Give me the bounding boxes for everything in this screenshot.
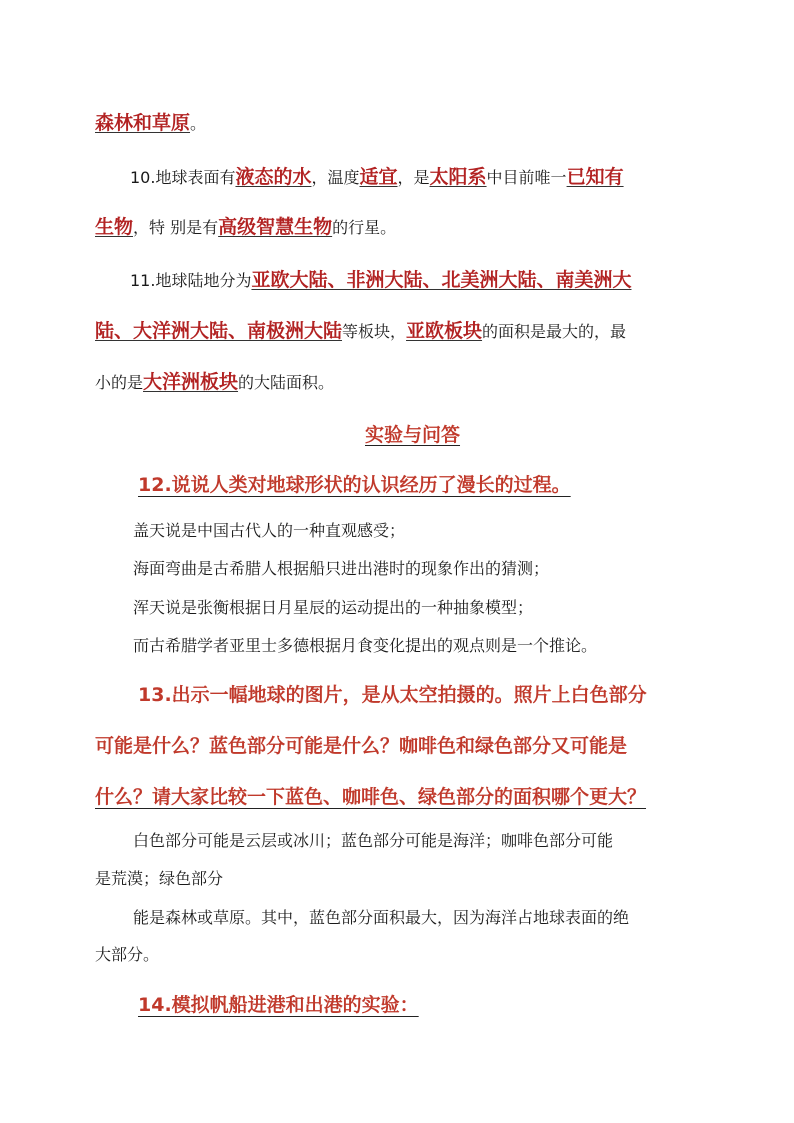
- text: ，温度: [311, 168, 360, 187]
- text: 。: [190, 114, 207, 133]
- answer-line: 而古希腊学者亚里士多德根据月食变化提出的观点则是一个推论。: [133, 636, 598, 655]
- keyword: 陆、大洋洲大陆、南极洲大陆: [95, 320, 343, 342]
- text: 的大陆面积。: [238, 373, 335, 392]
- item-11-line-3: [95, 367, 334, 394]
- keyword: 大洋洲板块: [143, 371, 239, 393]
- keyword: 亚欧板块: [406, 320, 483, 342]
- text: 小的是: [95, 373, 144, 392]
- keyword: 已知有: [566, 166, 624, 188]
- text: 等板块，: [342, 322, 407, 341]
- question-12-title: 12.说说人类对地球形状的认识经历了漫长的过程。: [138, 474, 571, 496]
- answer-line: 盖天说是中国古代人的一种直观感受；: [133, 521, 406, 540]
- text: 地球陆地分为: [155, 271, 252, 290]
- item-11-line-2: [95, 316, 626, 343]
- section-title: 实验与问答: [365, 424, 461, 446]
- answer-line: 大部分。: [95, 945, 160, 964]
- keyword: 生物: [95, 216, 134, 238]
- item-10-line-1: [130, 162, 624, 189]
- item-number: 11.: [130, 271, 156, 290]
- item-11-line-1: [130, 265, 631, 292]
- keyword: 太阳系: [429, 166, 487, 188]
- text: 地球表面有: [155, 168, 236, 187]
- answer-line: 白色部分可能是云层或冰川；蓝色部分可能是海洋；咖啡色部分可能: [133, 831, 614, 850]
- answer-line: 海面弯曲是古希腊人根据船只进出港时的现象作出的猜测；: [133, 559, 550, 578]
- item-10-line-2: [95, 212, 396, 239]
- text-line: [95, 108, 206, 135]
- question-13-line-1: 13.出示一幅地球的图片，是从太空拍摄的。照片上白色部分: [138, 684, 647, 706]
- question-14-title: 14.模拟帆船进港和出港的实验：: [138, 994, 419, 1016]
- keyword: 高级智慧生物: [218, 216, 333, 238]
- answer-line: 浑天说是张衡根据日月星辰的运动提出的一种抽象模型；: [133, 598, 534, 617]
- keyword: 亚欧大陆、非洲大陆、北美洲大陆、南美洲大: [251, 269, 632, 291]
- item-number: 10.: [130, 168, 156, 187]
- text: 中目前唯一: [486, 168, 567, 187]
- text: ，特 别是有: [133, 218, 219, 237]
- question-13-line-2: 可能是什么？蓝色部分可能是什么？咖啡色和绿色部分又可能是: [95, 735, 628, 757]
- text: 的行星。: [332, 218, 397, 237]
- text: 的面积是最大的，最: [482, 322, 627, 341]
- keyword: 适宜: [359, 166, 398, 188]
- keyword: 液态的水: [235, 166, 312, 188]
- keyword: 森林和草原: [95, 112, 191, 134]
- answer-line: 是荒漠；绿色部分: [95, 869, 224, 888]
- text: ，是: [397, 168, 430, 187]
- question-13-line-3: 什么？请大家比较一下蓝色、咖啡色、绿色部分的面积哪个更大？: [95, 786, 647, 808]
- answer-line: 能是森林或草原。其中，蓝色部分面积最大，因为海洋占地球表面的绝: [133, 908, 630, 927]
